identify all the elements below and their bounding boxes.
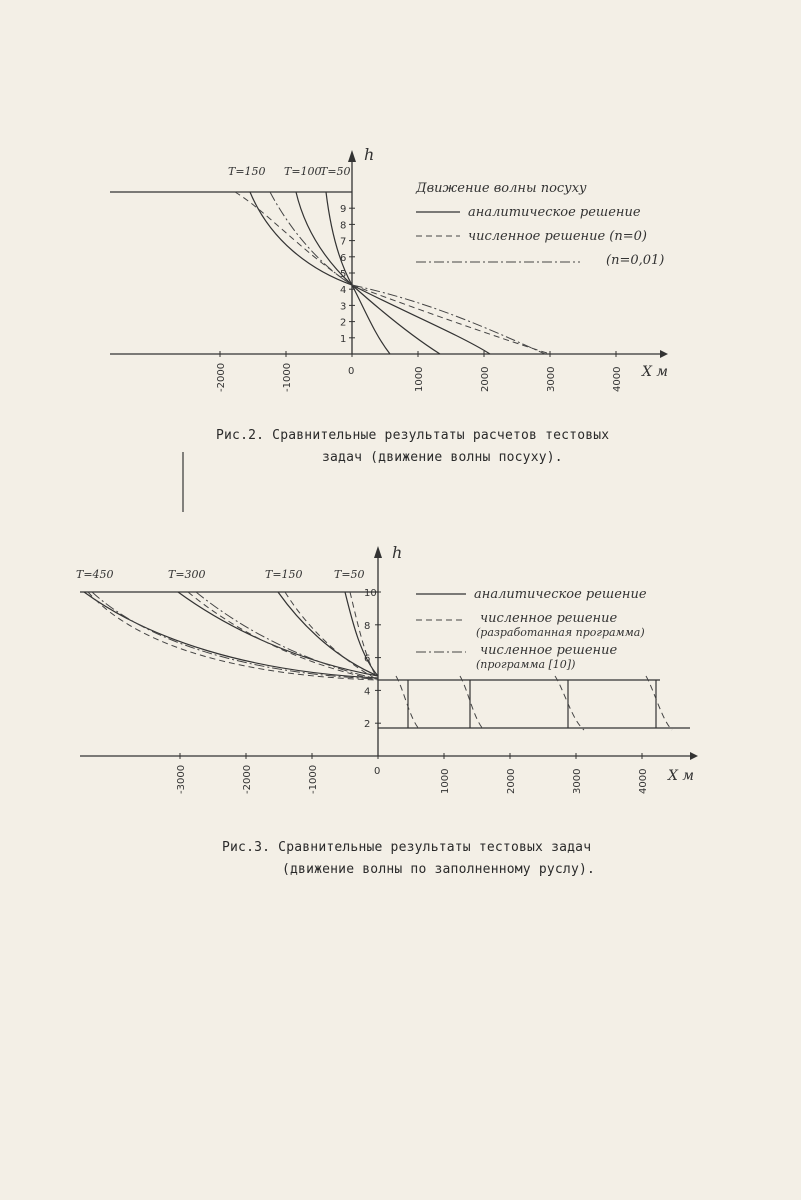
fig2-y-label: h xyxy=(364,145,375,164)
fig3-y-tick-label: 8 xyxy=(364,620,371,632)
fig3-time-label: T=450 xyxy=(76,568,114,581)
fig2-legend-title: Движение волны посуху xyxy=(416,181,587,196)
fig3-y-tick-label: 10 xyxy=(364,588,377,599)
fig2-analytic-t150 xyxy=(250,192,490,354)
fig3-x-tick-label: -3000 xyxy=(176,764,187,794)
fig2-y-tick-label: 7 xyxy=(340,236,347,248)
figure-2-chart xyxy=(0,130,801,550)
fig3-x-tick-label: -1000 xyxy=(308,764,319,794)
fig3-legend-sub: (программа [10]) xyxy=(476,658,576,671)
fig2-x-label: X м xyxy=(642,364,669,380)
fig3-x-tick-label: 0 xyxy=(374,766,381,777)
fig3-x-label: X м xyxy=(668,768,695,784)
fig3-caption-line1: Рис.3. Сравнительные результаты тестовых задач xyxy=(222,840,592,855)
fig2-x-arrow xyxy=(660,350,668,358)
fig3-legend-label: численное решение xyxy=(480,643,618,658)
fig3-legend-label: численное решение xyxy=(480,611,618,626)
fig3-x-tick-label: 4000 xyxy=(638,768,649,794)
fig3-y-tick-label: 4 xyxy=(364,686,371,698)
fig2-y-tick-label: 3 xyxy=(340,301,347,313)
fig2-y-tick-label: 9 xyxy=(340,204,347,216)
fig3-legend-sub: (разработанная программа) xyxy=(476,626,645,639)
fig2-analytic-t100 xyxy=(296,192,440,354)
fig2-y-tick-label: 8 xyxy=(340,220,347,232)
fig2-y-tick-label: 4 xyxy=(340,285,347,297)
fig2-y-tick-label: 5 xyxy=(340,269,347,280)
fig2-legend-label: (n=0,01) xyxy=(606,253,665,268)
fig2-y-tick-label: 1 xyxy=(340,333,347,345)
fig3-x-tick-label: 3000 xyxy=(572,768,583,794)
fig3-x-tick-label: 1000 xyxy=(440,768,451,794)
fig3-analytic-t450 xyxy=(84,592,378,678)
fig3-y-tick-label: 2 xyxy=(364,719,371,731)
fig2-x-tick-label: -2000 xyxy=(216,362,227,392)
fig3-y-arrow xyxy=(374,546,382,558)
fig2-y-tick-label: 2 xyxy=(340,317,347,329)
fig2-caption-line2: задач (движение волны посуху). xyxy=(322,450,563,465)
fig3-x-arrow xyxy=(690,752,698,760)
fig2-x-tick-label: 1000 xyxy=(414,366,425,392)
fig2-legend-label: численное решение (n=0) xyxy=(468,229,647,244)
fig3-y-label: h xyxy=(392,543,403,562)
fig2-x-tick-label: 3000 xyxy=(546,366,557,392)
fig3-front-numeric xyxy=(396,676,672,730)
fig3-caption-line2: (движение волны по заполненному руслу). xyxy=(282,862,596,877)
fig2-y-arrow xyxy=(348,150,356,162)
fig3-legend-label: аналитическое решение xyxy=(474,587,647,602)
fig2-x-tick-label: 0 xyxy=(348,366,355,377)
fig3-time-label: T=300 xyxy=(168,568,206,581)
fig2-x-tick-label: 2000 xyxy=(480,366,491,392)
fig2-time-label: T=100 xyxy=(284,165,322,178)
margin-mark xyxy=(175,450,195,520)
fig2-y-tick-label: 6 xyxy=(340,252,347,264)
figure-3-chart xyxy=(0,540,801,840)
fig3-y-tick-label: 6 xyxy=(364,653,371,665)
fig2-x-tick-label: 4000 xyxy=(612,366,623,392)
fig3-x-tick-label: 2000 xyxy=(506,768,517,794)
fig3-time-label: T=150 xyxy=(265,568,303,581)
fig2-x-tick-label: -1000 xyxy=(282,362,293,392)
fig2-caption-line1: Рис.2. Сравнительные результаты расчетов тестовых xyxy=(216,428,610,443)
fig2-time-label: T=50 xyxy=(320,165,351,178)
fig2-legend-label: аналитическое решение xyxy=(468,205,641,220)
fig2-time-label: T=150 xyxy=(228,165,266,178)
fig3-x-tick-label: -2000 xyxy=(242,764,253,794)
fig3-time-label: T=50 xyxy=(334,568,365,581)
fig3-analytic-t50 xyxy=(345,592,378,676)
